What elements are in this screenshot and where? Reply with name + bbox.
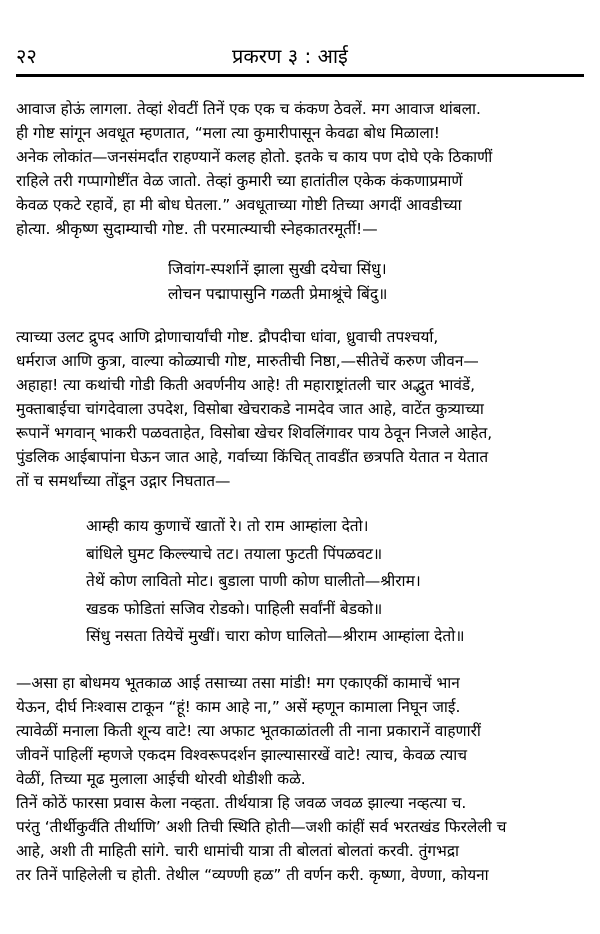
paragraph-3	[16, 671, 584, 791]
verse-line: सिंधु नसता तियेचें मुखीं। चारा कोण घालितो—श्रीराम आम्हांला देतो॥	[86, 627, 465, 645]
text-line: केवळ एकटे रहावें, हा मी बोध घेतला.” अवधूताच्या गोष्टी तिच्या अगदीं आवडीच्या	[16, 196, 462, 214]
verse-line: तेथें कोण लावितो मोट। बुडाला पाणी कोण घालीतो—श्रीराम।	[86, 572, 421, 590]
text-line: रूपानें भगवान् भाकरी पळवताहेत, विसोबा खेचर शिवलिंगावर पाय ठेवून निजले आहेत,	[16, 424, 493, 442]
text-line: परंतु ‘तीर्थीकुर्वंति तीर्थाणि’ अशी तिची स्थिति होती—जशी कांहीं सर्व भरतखंड फिरलेली च	[16, 817, 507, 836]
text-line: अनेक लोकांत—जनसंमर्दांत राहण्यानें कलह होतो. इतके च काय पण दोघे एके ठिकाणीं	[16, 148, 493, 166]
paragraph-4	[16, 791, 584, 887]
verse-line: जिवांग-स्पर्शानें झाला सुखी दयेचा सिंधु।	[168, 260, 387, 278]
page-number: २२	[16, 44, 37, 68]
text-line: मुक्ताबाईचा चांगदेवाला उपदेश, विसोबा खेचराकडे नामदेव जात आहे, वाटेंत कुत्र्याच्या	[16, 400, 484, 418]
page-header	[16, 18, 584, 66]
verse-line: लोचन पद्मापासुनि गळती प्रेमाश्रूंचे बिंदु॥	[168, 285, 388, 303]
text-line: होत्या. श्रीकृष्ण सुदाम्याची गोष्ट. ती परमात्म्याची स्नेहकातरमूर्ती!—	[16, 220, 378, 238]
text-line: जीवनें पाहिलीं म्हणजे एकदम विश्वरूपदर्शन झाल्यासारखें वाटे! त्याच, केवळ त्याच	[16, 745, 468, 764]
paragraph-2	[16, 325, 584, 493]
text-line: आहे, अशी ती माहिती सांगे. चारी धामांची यात्रा ती बोलतां बोलतां करवी. तुंगभद्रा	[16, 841, 460, 860]
text-line: त्याच्या उलट द्रुपद आणि द्रोणाचार्यांची गोष्ट. द्रौपदीचा धांवा, ध्रुवाची तपश्चर्या,	[16, 328, 439, 346]
text-line: तर तिनें पाहिलेली च होती. तेथील “व्यण्णी हळ” ती वर्णन करी. कृष्णा, वेण्णा, कोयना	[16, 865, 489, 884]
text-line: येऊन, दीर्घ निःश्वास टाकून “हूं! काम आहे ना,” असें म्हणून कामाला निघून जाई.	[16, 697, 461, 716]
verse-block-1	[168, 257, 584, 307]
verse-block-2	[86, 513, 584, 651]
text-line: राहिले तरी गप्पागोष्टींत वेळ जातो. तेव्हां कुमारी च्या हातांतील एकेक कंकणाप्रमाणें	[16, 172, 463, 190]
text-line: वेळीं, तिच्या मूढ मुलाला आईची थोरवी थोडीशी कळे.	[16, 769, 306, 788]
text-line: तों च समर्थांच्या तोंडून उद्गार निघतात—	[16, 472, 231, 490]
text-line: पुंडलिक आईबापांना घेऊन जात आहे, गर्वाच्या किंचित् तावडींत छत्रपति येतात न येतात	[16, 448, 489, 466]
verse-line: खडक फोडितां सजिव रोडको। पाहिली सर्वांनीं बेडको॥	[86, 599, 383, 618]
paragraph-1	[16, 97, 584, 241]
text-line: त्यावेळीं मनाला किती शून्य वाटे! त्या अफाट भूतकाळांतली ती नाना प्रकारानें वाहणारीं	[16, 721, 481, 740]
text-line: धर्मराज आणि कुत्रा, वाल्या कोळ्याची गोष्ट, मारुतीची निष्ठा,—सीतेचें करुण जीवन—	[16, 352, 479, 370]
chapter-title: प्रकरण ३ : आई	[232, 44, 348, 68]
header-rule	[16, 74, 584, 77]
text-line: ही गोष्ट सांगून अवधूत म्हणतात, “मला त्या कुमारीपासून केवढा बोध मिळाला!	[16, 124, 440, 142]
text-line: आवाज होऊं लागला. तेव्हां शेवटीं तिनें एक एक च कंकण ठेवलें. मग आवाज थांबला.	[16, 100, 481, 118]
verse-line: आम्ही काय कुणाचें खातों रे। तो राम आम्हांला देतो।	[86, 517, 369, 535]
text-line: तिनें कोठें फारसा प्रवास केला नव्हता. तीर्थयात्रा हि जवळ जवळ झाल्या नव्हत्या च.	[16, 793, 467, 812]
text-line: —असा हा बोधमय भूतकाळ आई तसाच्या तसा मांडी! मग एकाएकीं कामाचें भान	[16, 673, 460, 692]
verse-line: बांधिले घुमट किल्ल्याचे तट। तयाला फुटती पिंपळवट॥	[86, 544, 383, 563]
text-line: अहाहा! त्या कथांची गोडी किती अवर्णनीय आहे! ती महाराष्ट्रांतली चार अद्भुत भावंडें,	[16, 376, 476, 394]
